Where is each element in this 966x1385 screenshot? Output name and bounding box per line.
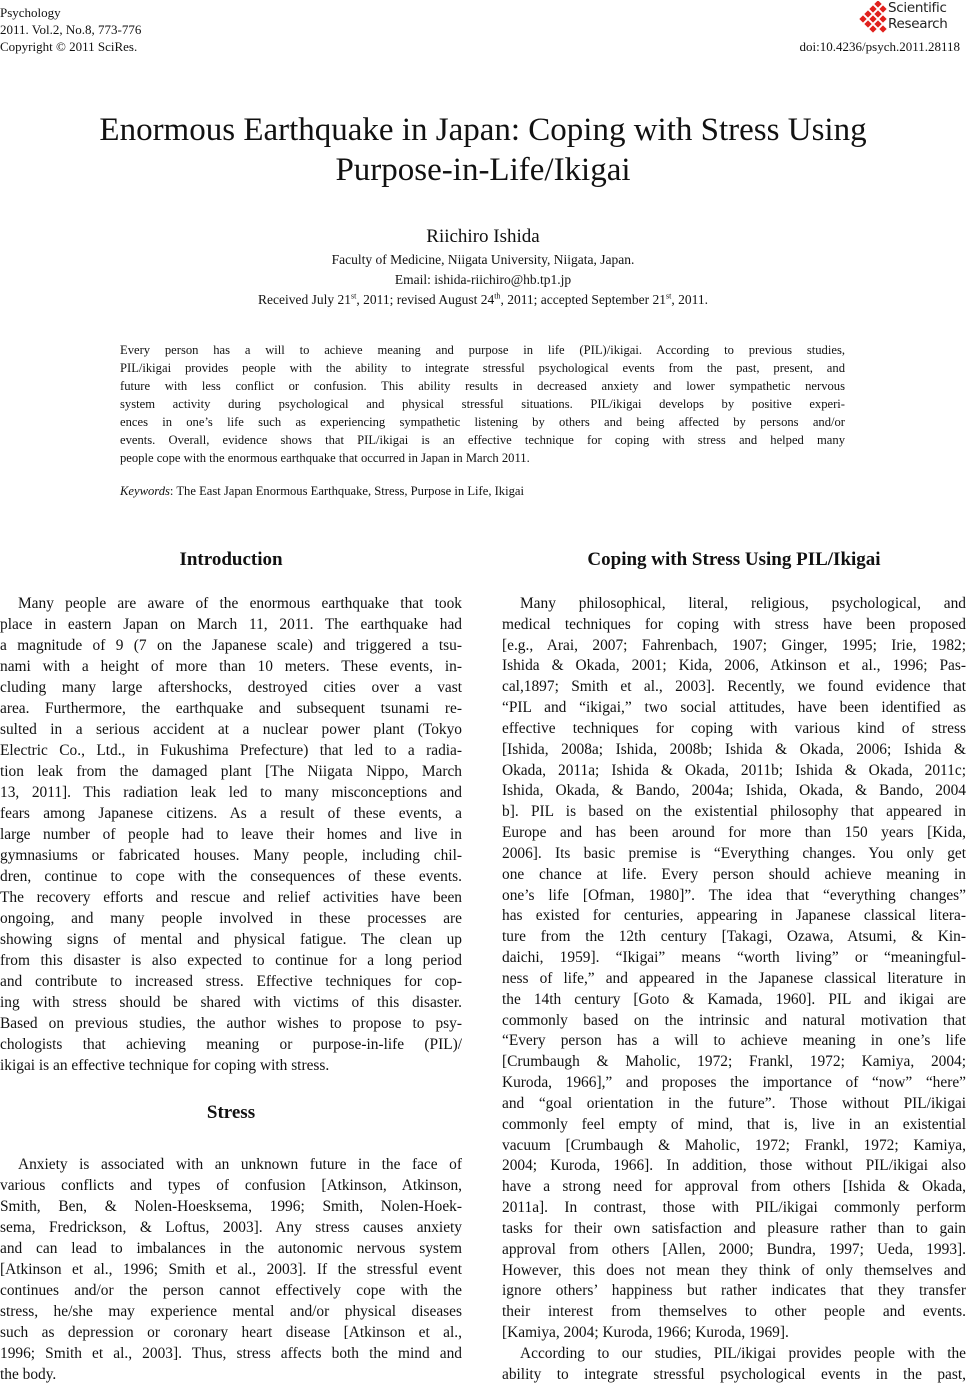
text-line: [Kamiya, 2004; Kuroda, 1966; Kuroda, 1969]. bbox=[502, 1323, 789, 1341]
logo-diamond bbox=[879, 25, 886, 32]
text-line: cal,1897; Smith et al., 2003]. Recently, we found evidence that bbox=[502, 678, 966, 696]
text-line: Okada, 2011a; Ishida & Okada, 2011b; Ishida & Okada, 2011c; bbox=[502, 761, 966, 779]
text-line: ture from the 12th century [Takagi, Ozawa, Atsumi, & Kin- bbox=[502, 928, 966, 946]
logo-diamond bbox=[879, 15, 886, 22]
abstract-line: events. Overall, evidence shows that PIL/ikigai is an effective technique for coping with stress and helped many bbox=[120, 433, 845, 447]
heading-coping: Coping with Stress Using PIL/Ikigai bbox=[587, 549, 881, 570]
abstract-line: system activity during psychological and physical stressful situations. PIL/ikigai develops by positive experi- bbox=[120, 397, 845, 411]
text-line: tion leak from the damaged plant [The Niigata Nippo, March bbox=[0, 763, 462, 780]
paragraph bbox=[502, 594, 966, 1344]
text-line: nami with a height of more than 10 meters. These events, in- bbox=[0, 658, 462, 675]
title-line: Purpose-in-Life/Ikigai bbox=[335, 152, 631, 188]
text-line: dren, continue to cope with the consequences of these events. bbox=[0, 868, 462, 885]
scientific-research-logo bbox=[856, 0, 956, 36]
text-line: stress, he/she may experience mental and/or physical diseases bbox=[0, 1303, 462, 1320]
text-line: daichi, 1959]. “Ikigai” means “worth living” or “meaningful- bbox=[502, 949, 966, 967]
text-line: chologists that achieving meaning or purpose-in-life (PIL)/ bbox=[0, 1036, 462, 1053]
text-line: 2011a]. In contrast, those with PIL/ikigai commonly perform bbox=[502, 1199, 966, 1217]
ordinal-suffix: st bbox=[666, 291, 672, 301]
text-line: [e.g., Arai, 2007; Fahrenbach, 1907; Ginger, 1995; Irie, 1982; bbox=[502, 636, 966, 654]
text-line: ikigai is an effective technique for coping with stress. bbox=[0, 1057, 330, 1074]
affiliation: Faculty of Medicine, Niigata University, Niigata, Japan. bbox=[331, 252, 635, 267]
keywords bbox=[120, 484, 524, 499]
text-line: one’s life [Ofman, 1980]”. The idea that “everything changes” bbox=[502, 886, 966, 904]
text-line: Kuroda, 1966],” and proposes the importance of “now” “here” bbox=[502, 1074, 966, 1092]
text-line: from this disaster is also expected to continue for a long period bbox=[0, 952, 462, 969]
keywords-text: : The East Japan Enormous Earthquake, Stress, Purpose in Life, Ikigai bbox=[169, 484, 524, 498]
text-line: Based on previous studies, the author wishes to propose to psy- bbox=[0, 1015, 462, 1032]
text-line: commonly based on the intrinsic and natural motivation that bbox=[502, 1011, 966, 1029]
text-line: large number of people had to leave their homes and live in bbox=[0, 826, 462, 843]
text-line: various conflicts and types of confusion [Atkinson, Atkinson, bbox=[0, 1177, 462, 1194]
logo-diamond bbox=[859, 15, 866, 22]
text-line: b]. PIL is based on the existential philosophy that appeared in bbox=[502, 803, 966, 821]
logo-text-scientific: Scientific bbox=[888, 0, 947, 16]
text-line: effective techniques for coping with various kind of stress bbox=[502, 719, 966, 737]
text-line: According to our studies, PIL/ikigai provides people with the bbox=[520, 1344, 966, 1362]
ordinal-suffix: th bbox=[494, 291, 501, 301]
text-line: 2004; Kuroda, 1966]. In addition, those without PIL/ikigai also bbox=[502, 1157, 966, 1175]
year-text: , 2011. bbox=[671, 292, 708, 307]
logo-diamond bbox=[869, 5, 876, 12]
text-line: have a strong need for approval from others [Ishida & Okada, bbox=[502, 1178, 966, 1196]
paragraph bbox=[0, 593, 462, 1076]
text-line: Europe and has been around for more than 150 years [Kida, bbox=[502, 824, 966, 842]
logo-diamond bbox=[874, 1, 881, 8]
text-line: medical techniques for coping with stress have been proposed bbox=[502, 615, 966, 633]
heading-stress: Stress bbox=[206, 1102, 256, 1123]
text-line: and contribute to increased stress. Effective techniques for cop- bbox=[0, 973, 462, 990]
journal-name: Psychology bbox=[0, 5, 61, 20]
text-line: continues and/or the person cannot effectively cope with the bbox=[0, 1282, 462, 1299]
text-line: ing with stress should be shared with victims of this disaster. bbox=[0, 994, 462, 1011]
introduction-body bbox=[0, 593, 462, 1076]
text-line: Ishida, Okada, & Bando, 2004a; Ishida, Okada, & Bando, 2004 bbox=[502, 782, 966, 800]
email: Email: ishida-riichiro@hb.tp1.jp bbox=[394, 272, 572, 287]
text-line: tasks for their own satisfaction and pleasure rather than to gain bbox=[502, 1219, 966, 1237]
abstract bbox=[120, 341, 845, 467]
accepted-text: , 2011; accepted September 21 bbox=[500, 292, 667, 307]
text-line: a magnitude of 9 (7 on the Japanese scale) and triggered a tsu- bbox=[0, 637, 462, 654]
revised-text: , 2011; revised August 24 bbox=[356, 292, 495, 307]
diamond-cluster-icon bbox=[856, 1, 888, 35]
text-line: However, this does not mean they think of only themselves and bbox=[502, 1261, 966, 1279]
paragraph bbox=[0, 1154, 462, 1385]
text-line: one chance at life. Every person should achieve meaning in bbox=[502, 865, 966, 883]
text-line: gymnasiums or fabricated houses. Many people, including chil- bbox=[0, 847, 462, 864]
text-line: their interest from themselves to other people and events. bbox=[502, 1303, 966, 1321]
ordinal-suffix: st bbox=[350, 291, 357, 301]
text-line: [Crumbaugh & Maholic, 1972; Frankl, 1972; Kamiya, 2004; bbox=[502, 1053, 966, 1071]
abstract-line: Every person has a will to achieve meaning and purpose in life (PIL)/ikigai. According to previous studies, bbox=[120, 343, 845, 357]
logo-diamond bbox=[869, 15, 876, 22]
logo-diamond bbox=[869, 25, 876, 32]
text-line: fears among Japanese citizens. As a result of these events, a bbox=[0, 805, 462, 822]
text-line: Smith, Ben, & Nolen-Hoesksema, 1996; Smith, Nolen-Hoek- bbox=[0, 1198, 462, 1215]
paragraph bbox=[502, 1344, 966, 1385]
text-line: ongoing, and many people involved in these processes are bbox=[0, 910, 462, 927]
text-line: the body. bbox=[0, 1366, 57, 1383]
text-line: Many philosophical, literal, religious, psychological, and bbox=[520, 595, 966, 612]
text-line: [Atkinson et al., 1996; Smith et al., 2003]. If the stressful event bbox=[0, 1261, 462, 1278]
logo-text-research: Research bbox=[888, 16, 948, 32]
logo-diamond bbox=[864, 10, 871, 17]
copyright: Copyright © 2011 SciRes. bbox=[0, 39, 138, 54]
text-line: vacuum [Crumbaugh & Maholic, 1972; Frankl, 1972; Kamiya, bbox=[502, 1136, 966, 1154]
journal-volume: 2011. Vol.2, No.8, 773-776 bbox=[0, 22, 142, 37]
text-line: The recovery efforts and rescue and relief activities have been bbox=[0, 889, 462, 906]
stress-body bbox=[0, 1154, 462, 1385]
logo-diamond bbox=[874, 10, 881, 17]
author-info bbox=[0, 250, 966, 310]
coping-body bbox=[502, 594, 966, 1385]
abstract-line: future with less conflict or confusion. This ability results in decreased anxiety and lower sympathetic nervous bbox=[120, 379, 845, 393]
received-text: Received July 21 bbox=[258, 292, 351, 307]
text-line: has existed for centuries, appearing in Japanese classical litera- bbox=[502, 907, 966, 925]
text-line: sema, Fredrickson, & Loftus, 2003]. Any stress causes anxiety bbox=[0, 1219, 462, 1236]
text-line: ignore others’ happiness but rather indicates that they transfer bbox=[502, 1282, 966, 1300]
text-line: 1996; Smith et al., 2003]. Thus, stress affects both the mind and bbox=[0, 1345, 462, 1362]
text-line: the 14th century [Goto & Kamada, 1960]. PIL and ikigai are bbox=[502, 990, 966, 1008]
text-line: approval from others [Allen, 2000; Bundra, 1997; Ueda, 1993]. bbox=[502, 1240, 966, 1258]
text-line: cluding many large aftershocks, destroyed cities over a vast bbox=[0, 679, 462, 696]
logo-diamond bbox=[879, 5, 886, 12]
text-line: and “goal orientation in the future”. Those without PIL/ikigai bbox=[502, 1094, 966, 1112]
text-line: [Ishida, 2008a; Ishida, 2008b; Ishida & Okada, 2006; Ishida & bbox=[502, 740, 966, 758]
paper-title bbox=[0, 110, 966, 190]
title-line: Enormous Earthquake in Japan: Coping with Stress Using bbox=[99, 112, 867, 148]
logo-diamond bbox=[864, 20, 871, 27]
text-line: and can lead to imbalances in the autonomic nervous system bbox=[0, 1240, 462, 1257]
text-line: Many people are aware of the enormous earthquake that took bbox=[18, 595, 462, 612]
doi: doi:10.4236/psych.2011.28118 bbox=[799, 39, 960, 54]
text-line: place in eastern Japan on March 11, 2011. The earthquake had bbox=[0, 616, 462, 633]
text-line: sulted in a serious accident at a nuclear power plant (Tokyo bbox=[0, 721, 462, 738]
abstract-line: ences in one’s life such as experiencing sympathetic listening by others and being affected by persons and/or bbox=[120, 415, 845, 429]
text-line: commonly feel empty of mind, that is, live in an existential bbox=[502, 1115, 966, 1133]
received-dates bbox=[0, 290, 966, 310]
text-line: ability to integrate stressful psychological events in the past, bbox=[502, 1365, 966, 1383]
keywords-label: Keywords bbox=[120, 484, 170, 498]
text-line: showing signs of mental and physical fatigue. The clean up bbox=[0, 931, 462, 948]
text-line: “Every person has a will to achieve meaning in one’s life bbox=[502, 1032, 966, 1050]
abstract-line: PIL/ikigai provides people with the ability to integrate stressful psychological events from the past, present, and bbox=[120, 361, 845, 375]
journal-header bbox=[0, 4, 141, 55]
logo-diamond bbox=[874, 20, 881, 27]
abstract-line: people cope with the enormous earthquake that occurred in Japan in March 2011. bbox=[120, 451, 530, 465]
author-name: Riichiro Ishida bbox=[426, 226, 540, 247]
text-line: 2006]. Its basic premise is “Everything changes. You only get bbox=[502, 844, 966, 862]
text-line: Ishida & Okada, 2001; Kida, 2006, Atkinson et al., 1996; Pas- bbox=[502, 657, 966, 675]
text-line: 13, 2011]. This radiation leak led to many misconceptions and bbox=[0, 784, 462, 801]
heading-introduction: Introduction bbox=[179, 549, 283, 570]
text-line: area. Furthermore, the earthquake and subsequent tsunami re- bbox=[0, 700, 462, 717]
text-line: “PIL and “ikigai,” two social attitudes, have been identified as bbox=[502, 699, 966, 717]
text-line: Anxiety is associated with an unknown future in the face of bbox=[18, 1156, 462, 1173]
text-line: Electric Co., Ltd., in Fukushima Prefecture) that led to a radia- bbox=[0, 742, 462, 759]
text-line: ness of life,” and appeared in the Japanese classical literature in bbox=[502, 969, 966, 987]
text-line: such as depression or coronary heart disease [Atkinson et al., bbox=[0, 1324, 462, 1341]
